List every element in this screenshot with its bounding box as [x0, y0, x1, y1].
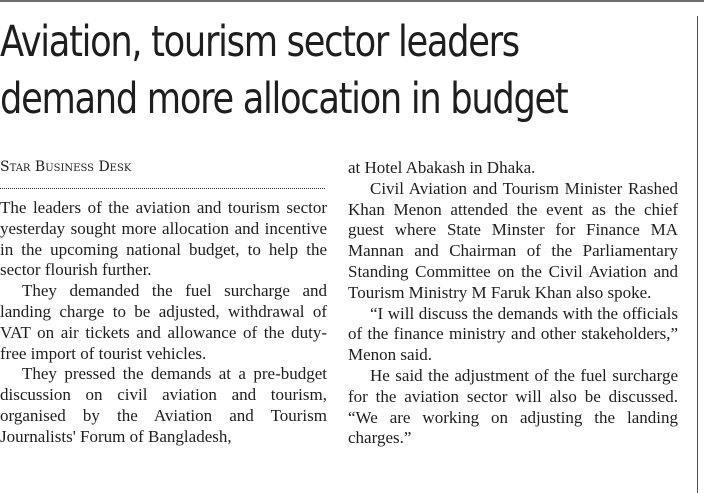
paragraph: The leaders of the aviation and tourism sector yesterday sought more allocation and incentive in the upcoming national budget, to help the sector flourish further.: [0, 198, 327, 280]
paragraph: They pressed the demands at a pre-budget discussion on civil aviation and tourism, organised by the Aviation and Tourism Journalists' Forum of Bangladesh,: [0, 364, 327, 446]
article-column-right: [348, 158, 678, 449]
byline: Star Business Desk: [0, 159, 132, 175]
headline-line-2: demand more allocation in budget: [0, 74, 568, 124]
paragraph: They demanded the fuel surcharge and landing charge to be adjusted, withdrawal of VAT on air tickets and allowance of the duty-free import of tourist vehicles.: [0, 281, 327, 363]
paragraph: He said the adjustment of the fuel surcharge for the aviation sector will also be discussed. “We are working on adjusting the landing charges.”: [348, 365, 678, 448]
paragraph: “I will discuss the demands with the officials of the finance ministry and other stakeholders,” Menon said.: [348, 303, 678, 365]
column-rule: [697, 16, 698, 493]
byline-dotted-rule: [0, 188, 325, 189]
headline: [0, 14, 566, 128]
paragraph: Civil Aviation and Tourism Minister Rashed Khan Menon attended the event as the chief guest where State Minster for Finance MA Mannan and Chairman of the Parliamentary Standing Committee on the Civil Aviation and Tourism Ministry M Faruk Khan also spoke.: [348, 178, 678, 302]
top-rule: [0, 0, 704, 2]
paragraph: at Hotel Abakash in Dhaka.: [348, 158, 536, 177]
article-column-left: [0, 198, 327, 448]
headline-line-1: Aviation, tourism sector leaders: [0, 17, 519, 67]
